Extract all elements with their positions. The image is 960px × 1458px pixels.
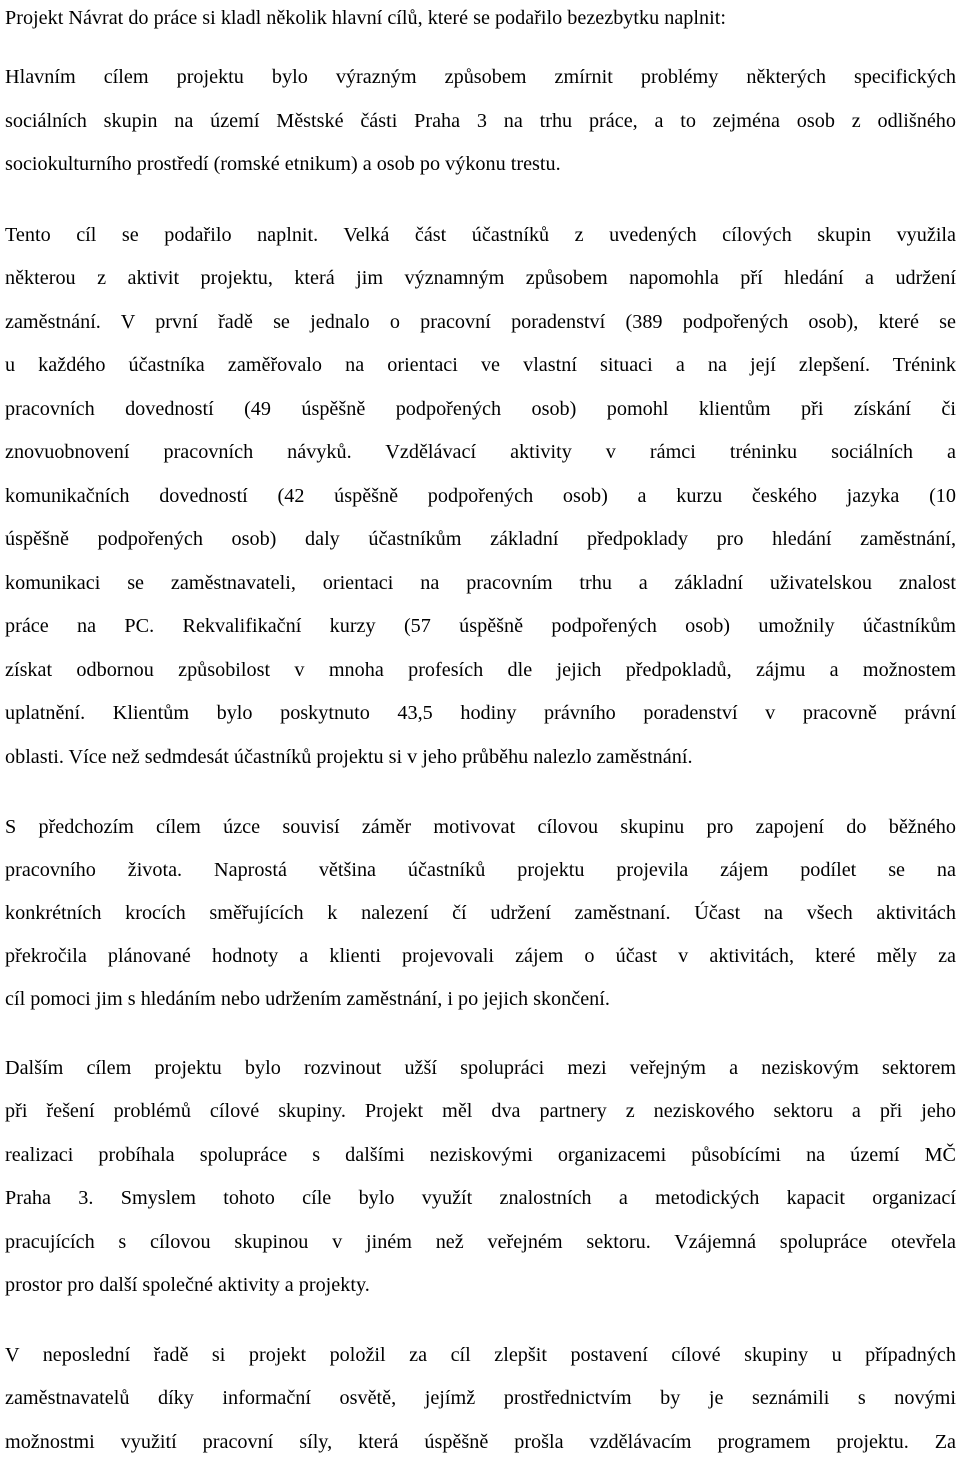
paragraph-line: komunikaci se zaměstnavateli, orientaci na pracovním trhu a základní uživatelskou znalost: [5, 572, 956, 594]
paragraph-line: V neposlední řadě si projekt položil za cíl zlepšit postavení cílové skupiny u případných: [5, 1344, 956, 1366]
paragraph-line: S předchozím cílem úzce souvisí záměr motivovat cílovou skupinu pro zapojení do běžného: [5, 816, 956, 838]
paragraph-line: komunikačních dovedností (42 úspěšně podpořených osob) a kurzu českého jazyka (10: [5, 485, 956, 507]
paragraph-line: Praha 3. Smyslem tohoto cíle bylo využít znalostních a metodických kapacit organizací: [5, 1187, 956, 1209]
paragraph-line: pracovního života. Naprostá většina účastníků projektu projevila zájem podílet se na: [5, 859, 956, 881]
paragraph-line: uplatnění. Klientům bylo poskytnuto 43,5 hodiny právního poradenství v pracovně právní: [5, 702, 956, 724]
paragraph-line: překročila plánované hodnoty a klienti projevovali zájem o účast v aktivitách, které měly za: [5, 945, 956, 967]
paragraph-line: některou z aktivit projektu, která jim významným způsobem napomohla pří hledání a udržení: [5, 267, 956, 289]
paragraph-line: konkrétních krocích směřujících k nalezení čí udržení zaměstnaní. Účast na všech aktivitách: [5, 902, 956, 924]
paragraph-line: zaměstnání. V první řadě se jednalo o pracovní poradenství (389 podpořených osob), které se: [5, 311, 956, 333]
paragraph-line: získat odbornou způsobilost v mnoha profesích dle jejich předpokladů, zájmu a možnostem: [5, 659, 956, 681]
paragraph-line: zaměstnavatelů díky informační osvětě, jejímž prostřednictvím by je seznámili s novými: [5, 1387, 956, 1409]
paragraph-line: cíl pomoci jim s hledáním nebo udržením zaměstnání, i po jejich skončení.: [5, 988, 610, 1010]
paragraph-line: sociokulturního prostředí (romské etnikum) a osob po výkonu trestu.: [5, 153, 561, 175]
paragraph-line: znovuobnovení pracovních návyků. Vzdělávací aktivity v rámci tréninku sociálních a: [5, 441, 956, 463]
paragraph-line: prostor pro další společné aktivity a projekty.: [5, 1274, 370, 1296]
paragraph-line: pracovních dovedností (49 úspěšně podpořených osob) pomohl klientům při získání či: [5, 398, 956, 420]
paragraph-line: realizaci probíhala spolupráce s dalšími neziskovými organizacemi působícími na území MČ: [5, 1144, 956, 1166]
paragraph-line: práce na PC. Rekvalifikační kurzy (57 úspěšně podpořených osob) umožnily účastníkům: [5, 615, 956, 637]
paragraph-line: Tento cíl se podařilo naplnit. Velká část účastníků z uvedených cílových skupin využila: [5, 224, 956, 246]
paragraph-line: úspěšně podpořených osob) daly účastníkům základní předpoklady pro hledání zaměstnání,: [5, 528, 956, 550]
paragraph-line: při řešení problémů cílové skupiny. Projekt měl dva partnery z neziskového sektoru a při jeho: [5, 1100, 956, 1122]
paragraph-line: u každého účastníka zaměřovalo na orientaci ve vlastní situaci a na její zlepšení. Trénink: [5, 354, 956, 376]
paragraph-line: sociálních skupin na území Městské části Praha 3 na trhu práce, a to zejména osob z odlišného: [5, 110, 956, 132]
paragraph-line: oblasti. Více než sedmdesát účastníků projektu si v jeho průběhu nalezlo zaměstnání.: [5, 746, 693, 768]
paragraph-line: možnostmi využití pracovní síly, která úspěšně prošla vzdělávacím programem projektu. Za: [5, 1431, 956, 1453]
paragraph-line: Hlavním cílem projektu bylo výrazným způsobem zmírnit problémy některých specifických: [5, 66, 956, 88]
intro-line: Projekt Návrat do práce si kladl několik hlavní cílů, které se podařilo bezezbytku naplnit:: [5, 7, 726, 29]
paragraph-line: Dalším cílem projektu bylo rozvinout užší spolupráci mezi veřejným a neziskovým sektorem: [5, 1057, 956, 1079]
paragraph-line: pracujících s cílovou skupinou v jiném než veřejném sektoru. Vzájemná spolupráce otevřela: [5, 1231, 956, 1253]
